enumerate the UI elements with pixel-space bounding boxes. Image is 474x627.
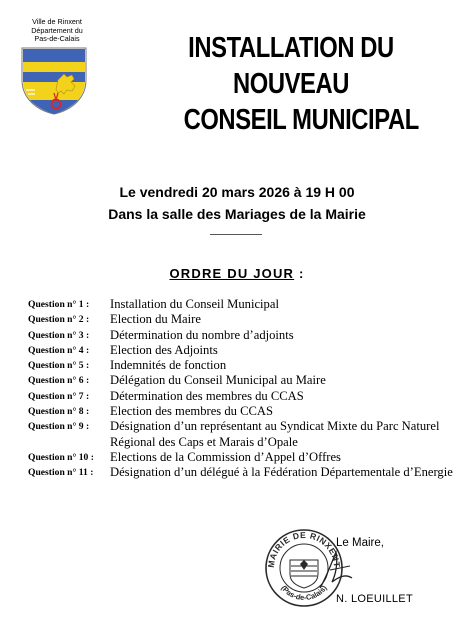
agenda-heading (0, 266, 474, 281)
agenda-item (28, 404, 458, 419)
question-number: Question n° 6 : (28, 375, 90, 387)
title-line-2: NOUVEAU (232, 68, 350, 100)
question-number: Question n° 1 : (28, 299, 90, 310)
agenda-heading-colon: : (294, 266, 305, 281)
question-number: Question n° 4 : (28, 344, 90, 356)
agenda-item (28, 389, 458, 404)
agenda-heading-text: ORDRE DU JOUR (169, 266, 295, 281)
question-text: Installation du Conseil Municipal (110, 297, 279, 311)
svg-text:(Pas-de-Calais): (Pas-de-Calais) (279, 583, 329, 603)
svg-text:MAIRIE DE RINXENT: MAIRIE DE RINXENT (265, 529, 343, 569)
question-text: Détermination du nombre d’adjoints (110, 327, 294, 342)
agenda-item (28, 358, 458, 373)
agenda-item (28, 373, 458, 388)
question-number: Question n° 8 : (28, 406, 90, 418)
agenda-list (28, 297, 458, 481)
title-line-1: INSTALLATION DU (188, 32, 394, 64)
question-text: Désignation d’un représentant au Syndicat Mixte du Parc Naturel Régional des Caps et Marais d’Opale (110, 419, 440, 449)
page-title (183, 30, 419, 138)
question-number: Question n° 5 : (28, 360, 90, 372)
title-line-3: CONSEIL MUNICIPAL (183, 104, 419, 136)
question-number: Question n° 2 : (28, 314, 90, 326)
town-header (18, 18, 96, 44)
question-number: Question n° 9 : (28, 421, 90, 433)
question-text: Elections de la Commission d’Appel d’Offres (110, 449, 341, 464)
coat-of-arms-icon (18, 46, 90, 116)
agenda-item (28, 343, 458, 358)
question-text: Détermination des membres du CCAS (110, 388, 304, 403)
separator-line (210, 234, 262, 235)
department-name: Pas-de-Calais (34, 34, 80, 44)
agenda-item (28, 419, 458, 450)
question-number: Question n° 11 : (28, 467, 94, 479)
question-number: Question n° 3 : (28, 329, 90, 341)
question-number: Question n° 7 : (28, 390, 90, 402)
question-text: Désignation d’un délégué à la Fédération Départementale d’Energie (110, 465, 453, 480)
agenda-item (28, 465, 458, 480)
mayor-name: N. LOEUILLET (336, 593, 413, 605)
question-text: Délégation du Conseil Municipal au Maire (110, 373, 326, 388)
mayor-role: Le Maire, (336, 537, 384, 549)
question-text: Election des membres du CCAS (110, 404, 273, 419)
agenda-item (28, 312, 458, 327)
event-place: Dans la salle des Mariages de la Mairie (108, 206, 366, 222)
agenda-item (28, 450, 458, 465)
department-label: Département du (31, 25, 83, 35)
event-date: Le vendredi 20 mars 2026 à 19 H 00 (119, 184, 355, 200)
handwritten-signature (316, 548, 356, 593)
question-number: Question n° 10 : (28, 451, 94, 463)
question-text: Election des Adjoints (110, 342, 218, 357)
question-text: Indemnités de fonction (110, 358, 227, 373)
agenda-item (28, 297, 458, 312)
agenda-item (28, 328, 458, 343)
town-name: Ville de Rinxent (32, 17, 82, 26)
question-text: Election du Maire (110, 312, 201, 327)
